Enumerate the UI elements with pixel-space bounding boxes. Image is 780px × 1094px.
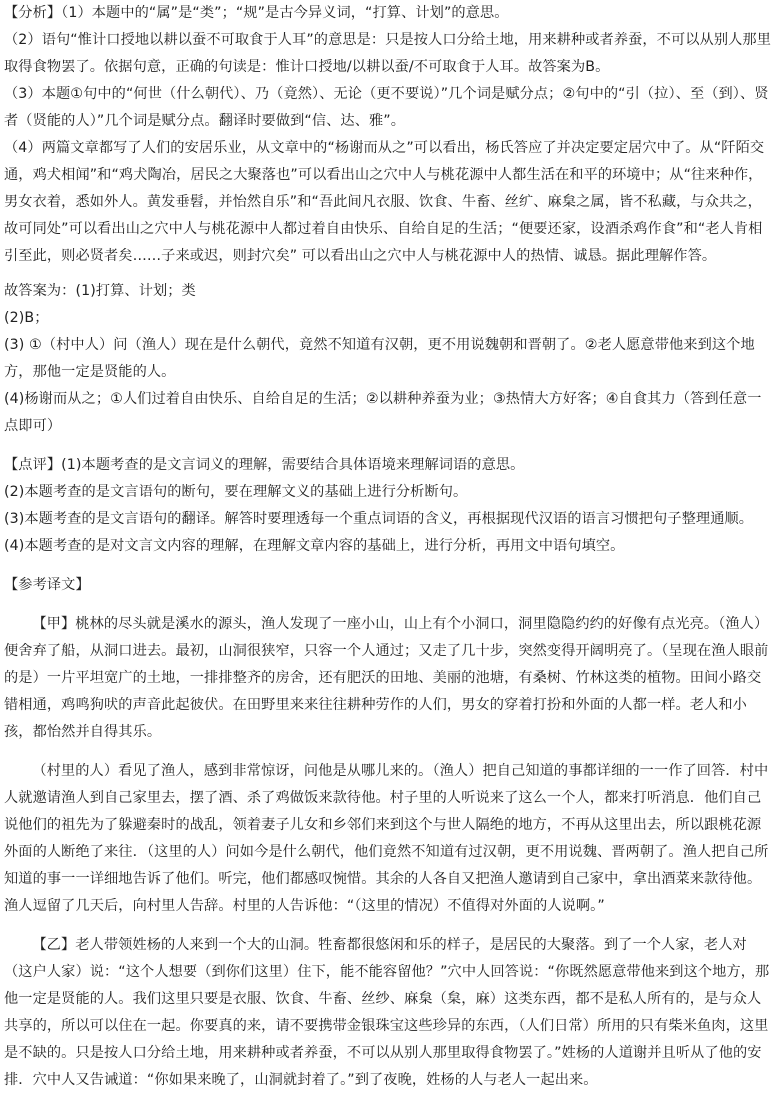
answer-section	[4, 278, 774, 440]
review-line-1: 【点评】(1)本题考查的是文言词义的理解，需要结合具体语境来理解词语的意思。	[4, 457, 525, 473]
review-section	[4, 452, 774, 560]
review-line-4: (4)本题考查的是对文言文内容的理解，在理解文章内容的基础上，进行分析，再用文中语句填空。	[4, 538, 625, 554]
analysis-line-2: （2）语句“惟计口授地以耕以蚕不可取食于人耳”的意思是：只是按人口分给土地，用来耕种或者养蚕，不可以从别人那里取得食物罢了。依据句意，正确的句读是：惟计口授地/以耕以蚕/不可取食于人耳。故答案为B。	[4, 32, 771, 75]
analysis-line-1: 【分析】（1）本题中的“属”是“类”；“规”是古今异义词，“打算、计划”的意思。	[4, 5, 509, 21]
translation-heading: 【参考译文】	[4, 577, 90, 593]
analysis-section	[4, 0, 774, 270]
translation-paragraph-yi: 【乙】老人带领姓杨的人来到一个大的山洞。牲畜都很悠闲和乐的样子，是居民的大聚落。到了一个人家，老人对（这户人家）说：“这个人想要（到你们这里）住下，能不能容留他？”穴中人回答说：“你既然愿意带他来到这个地方，那他一定是贤能的人。我们这里只要是衣服、饮食、牛畜、丝纱、麻枲（枲，麻）这类东西，都不是私人所有的，是与众人共享的，所以可以住在一起。你要真的来，请不要携带金银珠宝这些珍异的东西，（人们日常）所用的只有柴米鱼肉，这里是不缺的。只是按人口分给土地，用来耕种或者养蚕，不可以从别人那里取得食物罢了。”姓杨的人道谢并且听从了他的安排．穴中人又告诫道：“你如果来晚了，山洞就封着了。”到了夜晚，姓杨的人与老人一起出来。	[4, 937, 770, 1088]
answer-line-4: (4)杨谢而从之；①人们过着自由快乐、自给自足的生活；②以耕种养蚕为业；③热情大方好客；④自食其力（答到任意一点即可）	[4, 391, 762, 434]
translation-section	[4, 572, 774, 1094]
answer-line-3: (3) ①（村中人）问（渔人）现在是什么朝代，竟然不知道有汉朝，更不用说魏朝和晋朝了。②老人愿意带他来到这个地方，那他一定是贤能的人。	[4, 337, 755, 380]
translation-paragraph-jia: 【甲】桃林的尽头就是溪水的源头，渔人发现了一座小山，山上有个小洞口，洞里隐隐约约的好像有点光亮。（渔人）便舍弃了船，从洞口进去。最初，山洞很狭窄，只容一个人通过；又走了几十步，突然变得开阔明亮了。（呈现在渔人眼前的是）一片平坦宽广的土地，一排排整齐的房舍，还有肥沃的田地、美丽的池塘，有桑树、竹林这类的植物。田间小路交错相通，鸡鸣狗吠的声音此起彼伏。在田野里来来往往耕种劳作的人们，男女的穿着打扮和外面的人都一样。老人和小孩，都怡然并自得其乐。	[4, 616, 769, 740]
review-line-2: (2)本题考查的是文言语句的断句，要在理解文义的基础上进行分析断句。	[4, 484, 468, 500]
review-line-3: (3)本题考查的是文言语句的翻译。解答时要理透每一个重点词语的含义，再根据现代汉语的语言习惯把句子整理通顺。	[4, 511, 754, 527]
analysis-line-4: （4）两篇文章都写了人们的安居乐业，从文章中的“杨谢而从之”可以看出，杨氏答应了并决定要定居穴中了。从“阡陌交通，鸡犬相闻”和“鸡犬陶冶，居民之大聚落也”可以看出山之穴中人与桃花源中人都生活在和平的环境中；从“往来种作，男女衣着，悉如外人。黄发垂髫，并怡然自乐”和“吾此间凡衣服、饮食、牛畜、丝纩、麻枲之属，皆不私藏，与众共之，故可同处”可以看出山之穴中人与桃花源中人都过着自由快乐、自给自足的生活；“便要还家，设酒杀鸡作食”和“老人肯相引至此，则必贤者矣……子来或迟，则封穴矣” 可以看出山之穴中人与桃花源中人的热情、诚恳。据此理解作答。	[4, 140, 765, 264]
analysis-line-3: （3）本题①句中的“何世（什么朝代）、乃（竟然）、无论（更不要说）”几个词是赋分点；②句中的“引（拉）、至（到）、贤者（贤能的人）”几个词是赋分点。翻译时要做到“信、达、雅”。	[4, 86, 769, 129]
answer-line-1: 故答案为：(1)打算、计划；类	[4, 283, 196, 299]
translation-paragraph-jia-continued: （村里的人）看见了渔人，感到非常惊讶，问他是从哪儿来的。（渔人）把自己知道的事都详细的一一作了回答．村中人就邀请渔人到自己家里去，摆了酒、杀了鸡做饭来款待他。村子里的人听说来了这么一个人，都来打听消息．他们自己说他们的祖先为了躲避秦时的战乱，领着妻子儿女和乡邻们来到这个与世人隔绝的地方，不再从这里出去，所以跟桃花源外面的人断绝了来往．（这里的人）问如今是什么朝代，他们竟然不知道有过汉朝，更不用说魏、晋两朝了。渔人把自己所知道的事一一详细地告诉了他们。听完，他们都感叹惋惜。其余的人各自又把渔人邀请到自己家中，拿出酒菜来款待他。渔人逗留了几天后，向村里人告辞。村里的人告诉他：“（这里的情况）不值得对外面的人说啊。”	[4, 763, 769, 914]
answer-line-2: (2)B；	[4, 310, 49, 326]
